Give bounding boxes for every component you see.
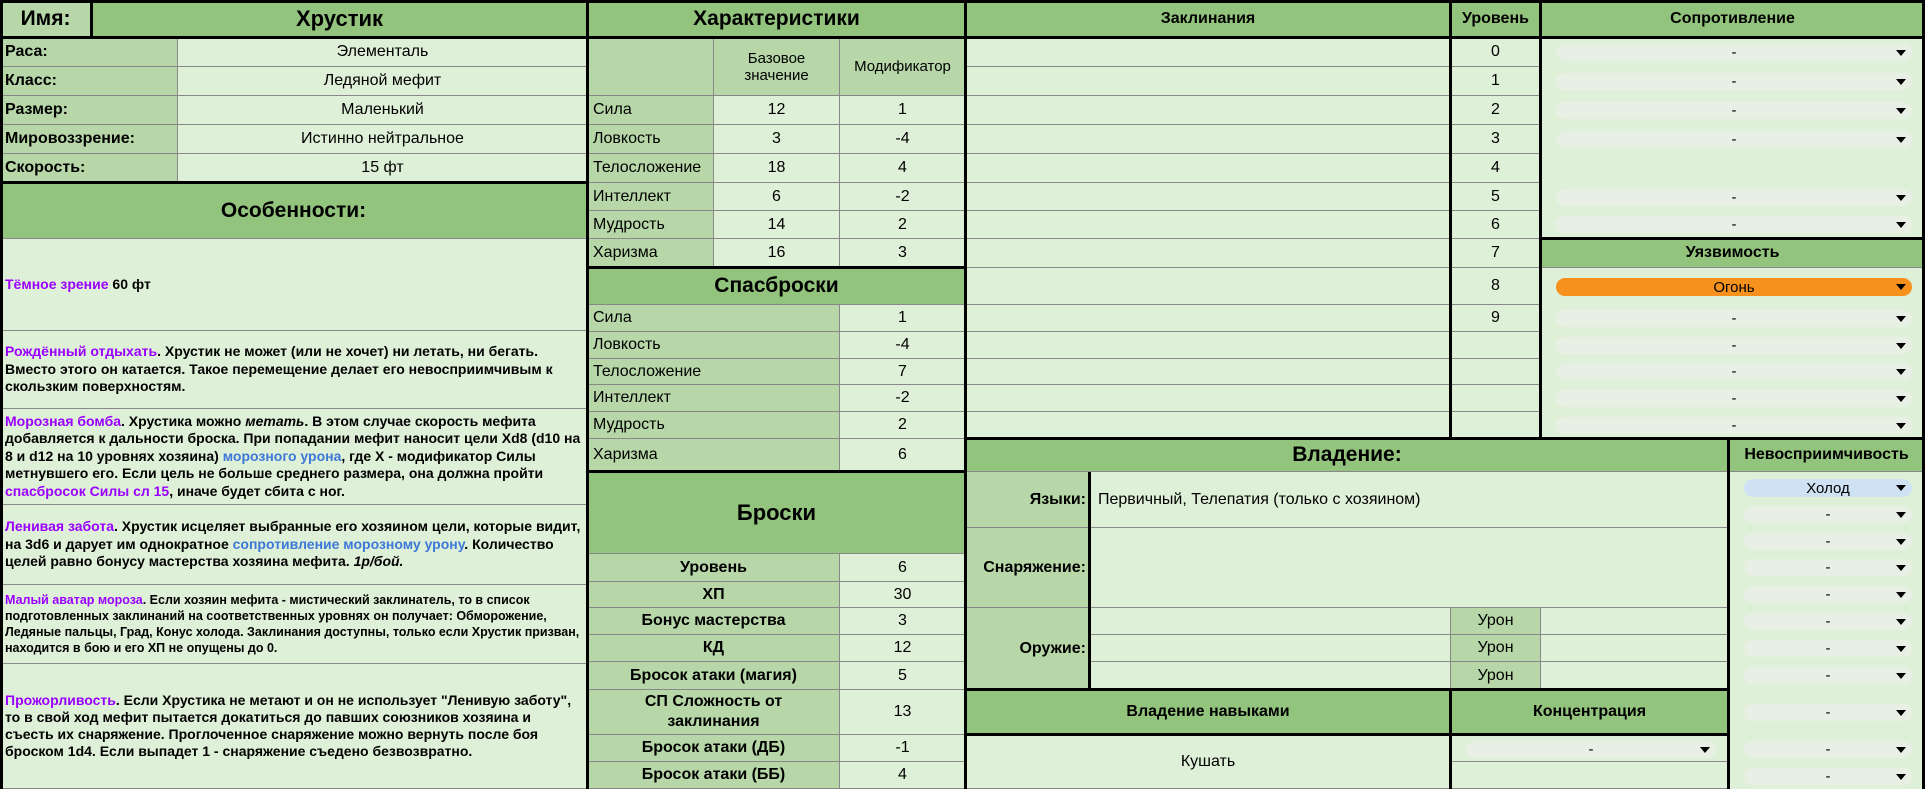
character-name[interactable]: Хрустик <box>92 0 588 38</box>
border-concentration <box>1449 690 1452 789</box>
save-con-name: Телосложение <box>588 359 840 385</box>
border-top <box>0 0 1925 3</box>
border-identity-row <box>0 36 1925 39</box>
spell-level-extra-1 <box>1451 332 1541 359</box>
save-wis-value[interactable]: 2 <box>840 412 966 439</box>
weapon-2-name[interactable] <box>1090 635 1451 662</box>
save-cha-name: Харизма <box>588 439 840 472</box>
gluttony-text: . Если Хрустика не метают и он не использует "Ленивую заботу", то в свой ход мефит пытается докатиться до павших союзников хозяина и съесть их снаряжение. Проглоченное снаряжение можно вернуть после боя броском 1d4. Если выпадет 1 - снаряжение съедено безвозвратно. <box>5 692 572 759</box>
resistance-header: Сопротивление <box>1541 0 1925 38</box>
border-skills-top <box>966 688 1729 691</box>
chevron-down-icon <box>1896 222 1906 228</box>
chevron-down-icon <box>1896 396 1906 402</box>
immunity-value-7: - <box>1825 640 1831 657</box>
chevron-down-icon <box>1896 50 1906 56</box>
avatar-name: Малый аватар мороза <box>5 593 143 607</box>
proficiency-header: Владение: <box>966 439 1729 472</box>
immunity-select-10[interactable] <box>1744 741 1912 758</box>
class-label: Класс: <box>0 67 178 96</box>
resistance-select-6[interactable] <box>1556 216 1912 233</box>
save-int-name: Интеллект <box>588 385 840 412</box>
vulnerability-header: Уязвимость <box>1541 239 1925 268</box>
immunity-value-1: Холод <box>1806 479 1850 497</box>
immunity-value-11: - <box>1825 768 1831 785</box>
border-proficiency-top <box>966 437 1925 440</box>
immunity-select-1[interactable] <box>1744 479 1912 497</box>
race-value[interactable]: Элементаль <box>178 38 588 67</box>
rolls-header: Броски <box>588 472 966 554</box>
ability-cha-mod[interactable]: 3 <box>840 239 966 268</box>
chevron-down-icon <box>1896 79 1906 85</box>
feature-darkvision <box>0 239 588 331</box>
save-str-value[interactable]: 1 <box>840 305 966 332</box>
speed-label: Скорость: <box>0 154 178 183</box>
spell-level-extra-4 <box>1451 412 1541 439</box>
feature-frost-bomb <box>0 409 588 505</box>
resistance-select-1[interactable] <box>1556 44 1912 61</box>
race-label: Раса: <box>0 38 178 67</box>
ability-int-name: Интеллект <box>588 183 714 211</box>
immunity-select-9[interactable] <box>1744 704 1912 721</box>
spell-level-2: 2 <box>1451 96 1541 125</box>
immunity-value-10: - <box>1825 741 1831 758</box>
chevron-down-icon <box>1896 646 1906 652</box>
immunity-select-4[interactable] <box>1744 559 1912 576</box>
frost-damage-link[interactable]: морозного урона <box>222 447 342 464</box>
resistance-value-3: - <box>1731 102 1737 119</box>
skill-item[interactable]: Кушать <box>966 735 1451 789</box>
save-str-name: Сила <box>588 305 840 332</box>
resistance-select-3[interactable] <box>1556 102 1912 119</box>
concentration-cell-2 <box>1451 762 1729 789</box>
strength-save-link[interactable]: спасброcок Силы сл 15 <box>5 482 170 499</box>
alignment-label: Мировоззрение: <box>0 125 178 154</box>
chevron-down-icon <box>1896 316 1906 322</box>
vulnerability-value-4: - <box>1731 390 1737 407</box>
frost-bomb-text-2: . В этом случае скорость мефита добавляется к дальности броска. При попадании мефит наносит цели Xd8 (d10 на 8 и d12 на 10 уровнях хозяина) <box>5 412 581 464</box>
weapon-1-damage-label: Урон <box>1451 608 1541 635</box>
spell-slot-1[interactable] <box>966 67 1451 96</box>
spell-level-9: 9 <box>1451 305 1541 332</box>
spell-level-extra-2 <box>1451 359 1541 385</box>
spell-slot-4[interactable] <box>966 154 1451 183</box>
feature-born-to-rest <box>0 331 588 409</box>
spell-level-8: 8 <box>1451 268 1541 305</box>
roll-spell-attack-value[interactable]: 5 <box>840 662 966 690</box>
save-dex-name: Ловкость <box>588 332 840 359</box>
weapon-2-damage[interactable] <box>1541 635 1729 662</box>
immunity-header: Невосприимчивость <box>1729 439 1925 472</box>
immunity-select-6[interactable] <box>1744 613 1912 630</box>
border-immunity <box>1727 437 1730 789</box>
chevron-down-icon <box>1896 423 1906 429</box>
chevron-down-icon <box>1896 485 1906 491</box>
ability-dex-mod[interactable]: -4 <box>840 125 966 154</box>
immunity-value-3: - <box>1825 533 1831 550</box>
ability-wis-name: Мудрость <box>588 211 714 239</box>
frost-bomb-text-italic: метать <box>245 412 305 429</box>
chevron-down-icon <box>1700 747 1710 753</box>
immunity-select-3[interactable] <box>1744 533 1912 550</box>
spell-level-1: 1 <box>1451 67 1541 96</box>
ability-str-name: Сила <box>588 96 714 125</box>
weapon-1-damage[interactable] <box>1541 608 1729 635</box>
class-value[interactable]: Ледяной мефит <box>178 67 588 96</box>
spells-header: Заклинания <box>966 0 1451 38</box>
ability-con-base[interactable]: 18 <box>714 154 840 183</box>
frost-bomb-text-4: , иначе будет сбита с ног. <box>169 482 345 499</box>
languages-label: Языки: <box>966 472 1090 528</box>
size-value[interactable]: Маленький <box>178 96 588 125</box>
save-dex-value[interactable]: -4 <box>840 332 966 359</box>
features-header: Особенности: <box>0 183 588 239</box>
spell-level-5: 5 <box>1451 183 1541 211</box>
chevron-down-icon <box>1896 774 1906 780</box>
roll-prof-label: Бонус мастерства <box>588 608 840 635</box>
spell-slot-extra-3[interactable] <box>966 385 1451 412</box>
resistance-select-5[interactable] <box>1556 189 1912 206</box>
ability-int-mod[interactable]: -2 <box>840 183 966 211</box>
chevron-down-icon <box>1896 343 1906 349</box>
save-int-value[interactable]: -2 <box>840 385 966 412</box>
spell-level-7: 7 <box>1451 239 1541 268</box>
frost-bomb-text-3: , где X - модификатор Силы метнувшего его. Если цель не больше среднего размера, она должна пройти <box>5 447 544 482</box>
chevron-down-icon <box>1896 747 1906 753</box>
spell-slot-5[interactable] <box>966 183 1451 211</box>
vulnerability-select-1[interactable] <box>1556 278 1912 296</box>
resistance-select-spacer[interactable] <box>1556 160 1912 177</box>
spell-slot-8[interactable] <box>966 268 1451 305</box>
vulnerability-value-5: - <box>1731 417 1737 434</box>
spell-slot-3[interactable] <box>966 125 1451 154</box>
vulnerability-select-3[interactable] <box>1556 363 1912 380</box>
abilities-corner <box>588 38 714 96</box>
ability-cha-base[interactable]: 16 <box>714 239 840 268</box>
border-col-1 <box>586 0 589 789</box>
resistance-value-2: - <box>1731 73 1737 90</box>
feature-gluttony <box>0 664 588 789</box>
immunity-value-8: - <box>1825 667 1831 684</box>
feature-lazy-care <box>0 505 588 585</box>
vulnerability-select-5[interactable] <box>1556 417 1912 434</box>
lazy-care-text-italic: 1р/бой. <box>353 553 404 570</box>
speed-value[interactable]: 15 фт <box>178 154 588 183</box>
size-label: Размер: <box>0 96 178 125</box>
alignment-value[interactable]: Истинно нейтральное <box>178 125 588 154</box>
save-cha-value[interactable]: 6 <box>840 439 966 472</box>
roll-hp-label: ХП <box>588 582 840 608</box>
concentration-header: Концентрация <box>1451 690 1729 735</box>
born-rest-name: Рождённый отдыхать <box>5 343 158 360</box>
spell-slot-7[interactable] <box>966 239 1451 268</box>
immunity-value-6: - <box>1825 613 1831 630</box>
weapon-2-damage-label: Урон <box>1451 635 1541 662</box>
languages-value[interactable]: Первичный, Телепатия (только с хозяином) <box>1090 472 1729 528</box>
col-modifier: Модификатор <box>840 38 966 96</box>
name-label: Имя: <box>0 0 92 38</box>
spell-slot-0[interactable] <box>966 38 1451 67</box>
saves-header: Спасброски <box>588 268 966 305</box>
darkvision-text: 60 фт <box>108 275 151 292</box>
immunity-select-2[interactable] <box>1744 506 1912 523</box>
weapon-3-damage-label: Урон <box>1451 662 1541 690</box>
ability-str-base[interactable]: 12 <box>714 96 840 125</box>
chevron-down-icon <box>1896 284 1906 290</box>
vulnerability-value-6: - <box>1731 337 1737 354</box>
concentration-select[interactable] <box>1466 741 1716 758</box>
vulnerability-value-3: - <box>1731 363 1737 380</box>
ability-dex-base[interactable]: 3 <box>714 125 840 154</box>
chevron-down-icon <box>1896 369 1906 375</box>
immunity-select-7[interactable] <box>1744 640 1912 657</box>
ability-wis-base[interactable]: 14 <box>714 211 840 239</box>
border-col-2 <box>964 0 967 789</box>
border-vulnerability-top <box>1541 237 1925 240</box>
ability-con-name: Телосложение <box>588 154 714 183</box>
col-base-value: Базовое значение <box>714 38 840 96</box>
border-left <box>0 0 3 789</box>
lazy-care-name: Ленивая забота <box>5 518 114 535</box>
gluttony-name: Прожорливость <box>5 692 116 708</box>
ability-con-mod[interactable]: 4 <box>840 154 966 183</box>
concentration-value: - <box>1588 741 1594 758</box>
ability-int-base[interactable]: 6 <box>714 183 840 211</box>
resistance-value-4: - <box>1731 131 1737 148</box>
vulnerability-value-2: - <box>1731 310 1737 327</box>
weapon-3-damage[interactable] <box>1541 662 1729 690</box>
vulnerability-select-6[interactable] <box>1556 337 1912 354</box>
immunity-select-5[interactable] <box>1744 586 1912 603</box>
spell-level-0: 0 <box>1451 38 1541 67</box>
chevron-down-icon <box>1896 565 1906 571</box>
resistance-value-6: - <box>1731 216 1737 233</box>
spell-slot-9[interactable] <box>966 305 1451 332</box>
roll-melee-attack-value[interactable]: 4 <box>840 762 966 789</box>
chevron-down-icon <box>1896 195 1906 201</box>
ability-cha-name: Харизма <box>588 239 714 268</box>
border-spell-level <box>1449 0 1452 439</box>
chevron-down-icon <box>1896 539 1906 545</box>
roll-ac-value[interactable]: 12 <box>840 635 966 662</box>
roll-spell-dc-label: СП Сложность от заклинания <box>588 690 840 735</box>
roll-hp-value[interactable]: 30 <box>840 582 966 608</box>
ability-dex-name: Ловкость <box>588 125 714 154</box>
avatar-text: . Если хозяин мефита - мистический заклинатель, то в список подготовленных заклинаний на соответственных уровнях он получает: Обморожение, Ледяные пальцы, Град, Конус холода. Заклинания доступны, только если Хрустик призван, находится в бою и его ХП не опущены до 0. <box>5 593 580 655</box>
ability-wis-mod[interactable]: 2 <box>840 211 966 239</box>
spell-level-3: 3 <box>1451 125 1541 154</box>
frost-bomb-name: Морозная бомба <box>5 412 122 429</box>
darkvision-name: Тёмное зрение <box>5 275 109 292</box>
chevron-down-icon <box>1896 619 1906 625</box>
roll-level-label: Уровень <box>588 554 840 582</box>
frost-bomb-text-1: . Хрустика можно <box>121 412 246 429</box>
spell-level-4: 4 <box>1451 154 1541 183</box>
resistance-select-4[interactable] <box>1556 131 1912 148</box>
roll-spell-dc-value[interactable]: 13 <box>840 690 966 735</box>
spell-slot-2[interactable] <box>966 96 1451 125</box>
resistance-select-2[interactable] <box>1556 73 1912 90</box>
lazy-care-text-1: . Хрустик исцеляет выбранные его хозяином цели, которые видит, на 3d6 и дарует им однократное <box>5 518 581 552</box>
chevron-down-icon <box>1896 673 1906 679</box>
spell-level-6: 6 <box>1451 211 1541 239</box>
immunity-value-9: - <box>1825 704 1831 721</box>
chevron-down-icon <box>1896 108 1906 114</box>
spell-slot-extra-1[interactable] <box>966 332 1451 359</box>
chevron-down-icon <box>1896 512 1906 518</box>
roll-ranged-attack-label: Бросок атаки (ДБ) <box>588 735 840 762</box>
spell-slot-extra-2[interactable] <box>966 359 1451 385</box>
abilities-header: Характеристики <box>588 0 966 38</box>
roll-ac-label: КД <box>588 635 840 662</box>
resistance-value-5: - <box>1731 189 1737 206</box>
vulnerability-select-2[interactable] <box>1556 310 1912 327</box>
roll-spell-attack-label: Бросок атаки (магия) <box>588 662 840 690</box>
border-skills-bottom <box>966 733 1729 736</box>
skills-header: Владение навыками <box>966 690 1451 735</box>
border-prof-labels <box>1088 472 1091 690</box>
born-rest-text: . Хрустик не может (или не хочет) ни летать, ни бегать. Вместо этого он катается. Такое перемещение делает его невосприимчивым к скользким поверхностям. <box>5 343 553 395</box>
equipment-value[interactable] <box>1090 528 1729 608</box>
feature-avatar <box>0 585 588 664</box>
weapon-3-name[interactable] <box>1090 662 1451 690</box>
immunity-value-2: - <box>1825 506 1831 523</box>
vulnerability-select-4[interactable] <box>1556 390 1912 407</box>
save-wis-name: Мудрость <box>588 412 840 439</box>
border-resistance <box>1539 0 1542 439</box>
equipment-label: Снаряжение: <box>966 528 1090 608</box>
immunity-select-8[interactable] <box>1744 667 1912 684</box>
immunity-value-5: - <box>1825 586 1831 603</box>
border-name <box>90 0 93 38</box>
roll-prof-value[interactable]: 3 <box>840 608 966 635</box>
roll-ranged-attack-value[interactable]: -1 <box>840 735 966 762</box>
chevron-down-icon <box>1896 592 1906 598</box>
spell-slot-extra-4[interactable] <box>966 412 1451 439</box>
vulnerability-value-1: Огонь <box>1713 278 1755 296</box>
immunity-select-11[interactable] <box>1744 768 1912 785</box>
border-saves-top <box>588 266 966 269</box>
spell-slot-6[interactable] <box>966 211 1451 239</box>
spell-level-extra-3 <box>1451 385 1541 412</box>
roll-level-value[interactable]: 6 <box>840 554 966 582</box>
roll-melee-attack-label: Бросок атаки (ББ) <box>588 762 840 789</box>
lazy-care-text-2: . Количество целей равно бонусу мастерства хозяина мефита. <box>5 535 554 570</box>
ability-str-mod[interactable]: 1 <box>840 96 966 125</box>
chevron-down-icon <box>1896 137 1906 143</box>
immunity-value-4: - <box>1825 559 1831 576</box>
save-con-value[interactable]: 7 <box>840 359 966 385</box>
weapons-label: Оружие: <box>966 608 1090 690</box>
border-rolls-top <box>588 470 966 473</box>
chevron-down-icon <box>1896 710 1906 716</box>
weapon-1-name[interactable] <box>1090 608 1451 635</box>
border-features-top <box>0 181 588 184</box>
resistance-value-1: - <box>1731 44 1737 61</box>
spell-level-header: Уровень <box>1451 0 1541 38</box>
cold-resistance-link[interactable]: сопротивление морозному урону <box>232 535 465 552</box>
